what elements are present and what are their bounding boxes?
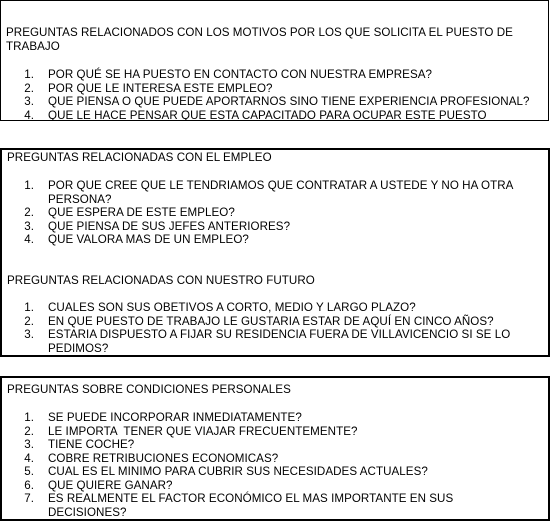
- future-section-heading: PREGUNTAS RELACIONADAS CON NUESTRO FUTURO: [7, 274, 315, 287]
- question-text: QUE ESPERA DE ESTE EMPLEO?: [48, 206, 235, 219]
- question-number: 2.: [24, 424, 34, 438]
- question-text: QUE PIENSA DE SUS JEFES ANTERIORES?: [48, 219, 291, 233]
- question-text: EN QUE PUESTO DE TRABAJO LE GUSTARIA ESTAR DE AQUÍ EN CINCO AÑOS?: [48, 314, 494, 328]
- question-text: ESTARIA DISPUESTO A FIJAR SU RESIDENCIA FUERA DE VILLAVICENCIO SI SE LO PEDIMOS?: [48, 328, 514, 355]
- question-number: 4.: [24, 233, 34, 246]
- question-number: 5.: [24, 465, 34, 478]
- question-number: 1.: [24, 179, 34, 192]
- question-number: 2.: [24, 81, 34, 95]
- personal-conditions-section-box: [0, 376, 550, 521]
- motives-section-heading: PREGUNTAS RELACIONADOS CON LOS MOTIVOS POR LOS QUE SOLICITA EL PUESTO DE TRABAJO: [6, 26, 517, 53]
- question-text: POR QUE CREE QUE LE TENDRIAMOS QUE CONTRATAR A USTEDE Y NO HA OTRA PERSONA?: [48, 179, 517, 206]
- question-number: 3.: [24, 95, 34, 108]
- question-text: SE PUEDE INCORPORAR INMEDIATAMENTE?: [48, 411, 302, 424]
- question-number: 3.: [24, 328, 34, 341]
- question-text: LE IMPORTA TENER QUE VIAJAR FRECUENTEMENTE?: [48, 424, 358, 438]
- question-number: 4.: [24, 451, 34, 465]
- question-text: CUALES SON SUS OBETIVOS A CORTO, MEDIO Y LARGO PLAZO?: [48, 301, 416, 314]
- question-text: QUE PIENSA O QUE PUEDE APORTARNOS SINO TIENE EXPERIENCIA PROFESIONAL?: [48, 95, 530, 108]
- question-number: 2.: [24, 314, 34, 328]
- motives-section-box: [0, 0, 549, 121]
- question-number: 4.: [24, 108, 34, 121]
- question-text: COBRE RETRIBUCIONES ECONOMICAS?: [48, 451, 279, 465]
- question-text: QUE QUIERE GANAR?: [48, 478, 173, 492]
- question-text: POR QUÉ SE HA PUESTO EN CONTACTO CON NUESTRA EMPRESA?: [48, 68, 433, 81]
- personal-conditions-heading: PREGUNTAS SOBRE CONDICIONES PERSONALES: [7, 383, 291, 396]
- question-text: QUE LE HACE PENSAR QUE ESTA CAPACITADO PARA OCUPAR ESTE PUESTO: [48, 108, 487, 121]
- question-text: POR QUE LE INTERESA ESTE EMPLEO?: [48, 81, 273, 95]
- question-text: ES REALMENTE EL FACTOR ECONÓMICO EL MAS IMPORTANTE EN SUS DECISIONES?: [48, 492, 457, 519]
- question-number: 1.: [24, 411, 34, 424]
- employment-future-section-box: [0, 148, 550, 357]
- question-number: 3.: [24, 219, 34, 233]
- question-number: 2.: [24, 206, 34, 219]
- question-text: CUAL ES EL MINIMO PARA CUBRIR SUS NECESIDADES ACTUALES?: [48, 465, 428, 478]
- question-number: 1.: [24, 68, 34, 81]
- question-text: QUE VALORA MAS DE UN EMPLEO?: [48, 233, 249, 246]
- employment-section-heading: PREGUNTAS RELACIONADAS CON EL EMPLEO: [7, 151, 272, 164]
- question-number: 1.: [24, 301, 34, 314]
- question-number: 7.: [24, 492, 34, 505]
- question-number: 6.: [24, 478, 34, 492]
- question-number: 3.: [24, 438, 34, 451]
- question-text: TIENE COCHE?: [48, 438, 135, 451]
